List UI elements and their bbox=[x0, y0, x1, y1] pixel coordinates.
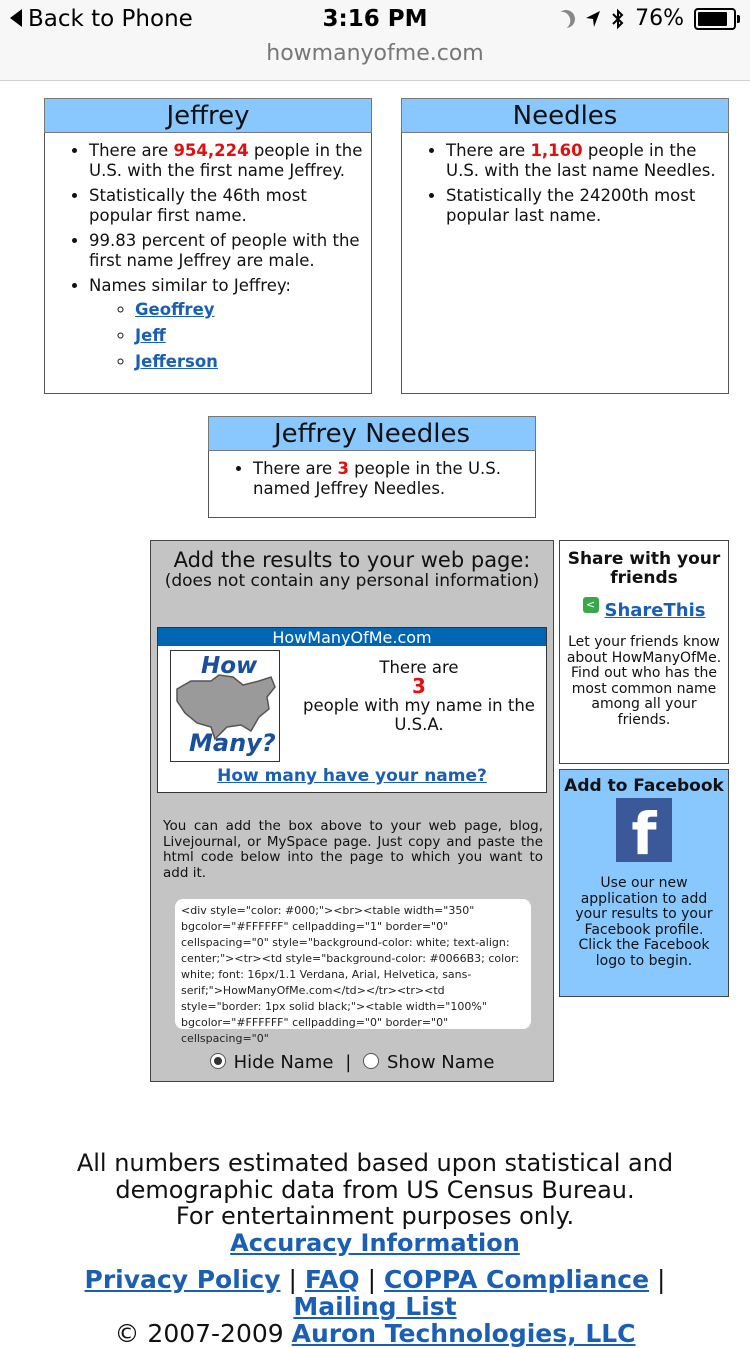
first-name-count: 954,224 bbox=[173, 141, 249, 160]
full-name-facts bbox=[209, 459, 535, 499]
last-name-count-item: • There are 1,160 people in the U.S. with the last name Needles. bbox=[446, 141, 728, 181]
hide-name-label[interactable]: Hide Name bbox=[233, 1052, 334, 1073]
share-icon[interactable]: < bbox=[583, 597, 599, 613]
similar-name-link-geoffrey[interactable]: Geoffrey bbox=[135, 300, 215, 319]
embed-panel bbox=[150, 540, 554, 1082]
list-item bbox=[135, 352, 371, 372]
last-name-card bbox=[401, 98, 729, 394]
last-name-facts bbox=[402, 141, 728, 226]
nav-separator: | bbox=[657, 1265, 666, 1294]
similar-name-link-jefferson[interactable]: Jefferson bbox=[135, 352, 218, 371]
similar-name-link-jeff[interactable]: Jeff bbox=[135, 326, 166, 345]
full-name-title: Jeffrey Needles bbox=[208, 416, 536, 451]
mailing-list-link[interactable]: Mailing List bbox=[293, 1292, 457, 1321]
accuracy-link[interactable]: Accuracy Information bbox=[230, 1228, 520, 1257]
facebook-logo-icon[interactable]: f bbox=[616, 798, 672, 862]
last-name-rank: • Statistically the 24200th most popular last name. bbox=[446, 186, 728, 226]
clock: 3:16 PM bbox=[322, 6, 428, 32]
name-visibility-radios bbox=[151, 1052, 553, 1073]
embed-description: You can add the box above to your web page, blog, Livejournal, or MySpace page. Just copy and paste the html code below into the page to which you want to add it. bbox=[163, 818, 543, 881]
share-description: Let your friends know about HowManyOfMe. Find out who has the most common name among all your friends. bbox=[566, 634, 722, 728]
faq-link[interactable]: FAQ bbox=[304, 1265, 360, 1294]
battery-icon bbox=[694, 8, 736, 30]
similar-names-item bbox=[89, 276, 371, 372]
nav-separator: | bbox=[288, 1265, 297, 1294]
facebook-box bbox=[559, 769, 729, 997]
footer-entertainment: For entertainment purposes only. bbox=[175, 1202, 575, 1230]
list-item bbox=[135, 300, 371, 320]
company-link[interactable]: Auron Technologies, LLC bbox=[291, 1319, 636, 1348]
full-name-card bbox=[208, 416, 536, 518]
nav-separator: | bbox=[367, 1265, 377, 1294]
logo-text-bottom: Many? bbox=[189, 729, 276, 757]
privacy-policy-link[interactable]: Privacy Policy bbox=[84, 1265, 281, 1294]
how-many-logo[interactable] bbox=[170, 650, 280, 762]
copyright: © 2007-2009 bbox=[114, 1319, 292, 1348]
bluetooth-icon bbox=[611, 8, 625, 30]
share-title: Share with your friends bbox=[567, 549, 721, 588]
widget-header: HowManyOfMe.com bbox=[158, 628, 546, 646]
embed-title: Add the results to your web page: bbox=[173, 548, 531, 572]
list-item bbox=[135, 326, 371, 346]
first-name-rank: • Statistically the 46th most popular first name. bbox=[89, 186, 371, 226]
last-name-title: Needles bbox=[401, 98, 729, 133]
similar-names-label: Names similar to Jeffrey: bbox=[89, 276, 291, 295]
html-code-textarea[interactable]: <div style="color: #000;"><br><table width="350" bgcolor="#FFFFFF" cellpadding="1" border="0" cellspacing="0" style="background-color: white; text-align: center;"><tr><td style="background-color: #0066B3; color: white; font: 16px/1.1 Verdana, Arial, Helvetica, sans-serif;">HowManyOfMe.com</td></tr><tr><td style="border: 1px solid black;"><table width="100%" bgcolor="#FFFFFF" cellpadding="0" border="0" cellspacing="0" bbox=[175, 899, 531, 1029]
show-name-radio[interactable] bbox=[363, 1053, 379, 1069]
radio-separator: | bbox=[345, 1052, 352, 1073]
location-arrow-icon bbox=[585, 10, 601, 28]
share-box bbox=[559, 540, 729, 764]
widget-preview bbox=[157, 627, 547, 793]
first-name-facts bbox=[45, 141, 371, 372]
widget-text bbox=[290, 658, 548, 734]
show-name-label[interactable]: Show Name bbox=[387, 1052, 495, 1073]
first-name-title: Jeffrey bbox=[44, 98, 372, 133]
battery-percent: 76% bbox=[635, 6, 684, 31]
embed-subtitle: (does not contain any personal information) bbox=[164, 571, 540, 591]
coppa-link[interactable]: COPPA Compliance bbox=[384, 1265, 650, 1294]
facebook-title: Add to Facebook bbox=[564, 776, 724, 796]
footer-disclaimer: All numbers estimated based upon statistical and demographic data from US Census Bureau. bbox=[76, 1149, 674, 1204]
hide-name-radio[interactable] bbox=[210, 1053, 226, 1069]
widget-count: 3 bbox=[412, 674, 426, 698]
do-not-disturb-icon bbox=[555, 7, 578, 30]
status-bar bbox=[0, 0, 750, 81]
sharethis-link[interactable]: ShareThis bbox=[604, 600, 706, 621]
back-label: Back to Phone bbox=[28, 6, 193, 32]
first-name-count-item: • There are 954,224 people in the U.S. with the first name Jeffrey. bbox=[89, 141, 371, 181]
footer bbox=[0, 1150, 750, 1347]
how-many-link[interactable]: How many have your name? bbox=[217, 766, 487, 786]
widget-line2: people with my name in the U.S.A. bbox=[303, 696, 535, 734]
first-name-gender: • 99.83 percent of people with the first name Jeffrey are male. bbox=[89, 231, 371, 271]
status-icons bbox=[557, 6, 736, 31]
logo-text-top: How bbox=[201, 653, 258, 679]
similar-names-list bbox=[89, 300, 371, 372]
full-name-count-item: • There are 3 people in the U.S. named Jeffrey Needles. bbox=[253, 459, 535, 499]
address-url[interactable]: howmanyofme.com bbox=[266, 41, 484, 66]
first-name-card bbox=[44, 98, 372, 394]
facebook-description: Use our new application to add your results to your Facebook profile. Click the Facebook logo to begin. bbox=[575, 875, 713, 969]
full-name-count: 3 bbox=[337, 459, 349, 478]
widget-line1: There are bbox=[379, 658, 459, 677]
last-name-count: 1,160 bbox=[530, 141, 583, 160]
footer-nav bbox=[0, 1266, 750, 1347]
